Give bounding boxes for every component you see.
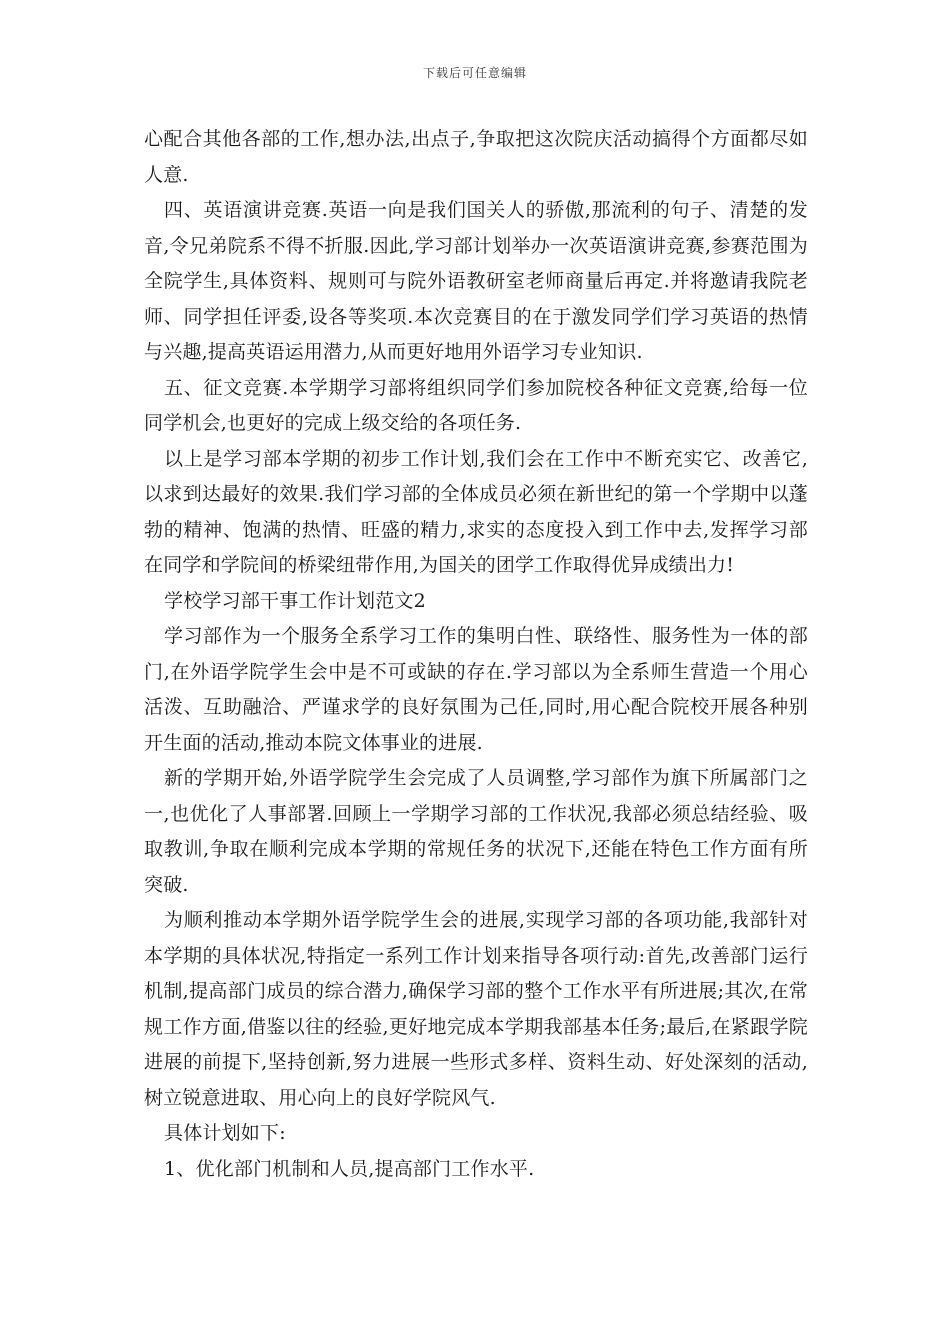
paragraph: 心配合其他各部的工作,想办法,出点子,争取把这次院庆活动搞得个方面都尽如人意. xyxy=(144,128,808,186)
paragraph: 1、优化部门机制和人员,提高部门工作水平. xyxy=(164,1157,535,1180)
paragraph: 四、英语演讲竞赛.英语一向是我们国关人的骄傲,那流利的句子、清楚的发音,令兄弟院系不得不折服.因此,学习部计划举办一次英语演讲竞赛,参赛范围为全院学生,具体资料、规则可与院外语教研室老师商量后再定.并将邀请我院老师、同学担任评委,设各等奖项.本次竞赛目的在于激发同学们学习英语的热情与兴趣,提高英语运用潜力,从而更好地用外语学习专业知识. xyxy=(144,199,808,363)
section-heading: 学校学习部干事工作计划范文2 xyxy=(164,589,426,612)
paragraph: 学习部作为一个服务全系学习工作的集明白性、联络性、服务性为一体的部门,在外语学院学生会中是不可或缺的存在.学习部以为全系师生营造一个用心活泼、互助融洽、严谨求学的良好氛围为己任,同时,用心配合院校开展各种别开生面的活动,推动本院文体事业的进展. xyxy=(144,625,808,754)
page-header: 下载后可任意编辑 xyxy=(422,66,527,80)
paragraph: 具体计划如下: xyxy=(164,1122,286,1144)
document-body xyxy=(144,122,808,1187)
paragraph: 新的学期开始,外语学院学生会完成了人员调整,学习部作为旗下所属部门之一,也优化了人事部署.回顾上一学期学习部的工作状况,我部必须总结经验、吸取教训,争取在顺利完成本学期的常规任务的状况下,还能在特色工作方面有所突破. xyxy=(144,767,808,896)
paragraph: 为顺利推动本学期外语学院学生会的进展,实现学习部的各项功能,我部针对本学期的具体状况,特指定一系列工作计划来指导各项行动:首先,改善部门运行机制,提高部门成员的综合潜力,确保学习部的整个工作水平有所进展;其次,在常规工作方面,借鉴以往的经验,更好地完成本学期我部基本任务;最后,在紧跟学院进展的前提下,坚持创新,努力进展一些形式多样、资料生动、好处深刻的活动,树立锐意进取、用心向上的良好学院风气. xyxy=(144,909,808,1109)
paragraph: 以上是学习部本学期的初步工作计划,我们会在工作中不断充实它、改善它,以求到达最好的效果.我们学习部的全体成员必须在新世纪的第一个学期中以蓬勃的精神、饱满的热情、旺盛的精力,求实的态度投入到工作中去,发挥学习部在同学和学院间的桥梁纽带作用,为国关的团学工作取得优异成绩出力! xyxy=(144,447,808,576)
paragraph: 五、征文竞赛.本学期学习部将组织同学们参加院校各种征文竞赛,给每一位同学机会,也更好的完成上级交给的各项任务. xyxy=(144,376,808,434)
